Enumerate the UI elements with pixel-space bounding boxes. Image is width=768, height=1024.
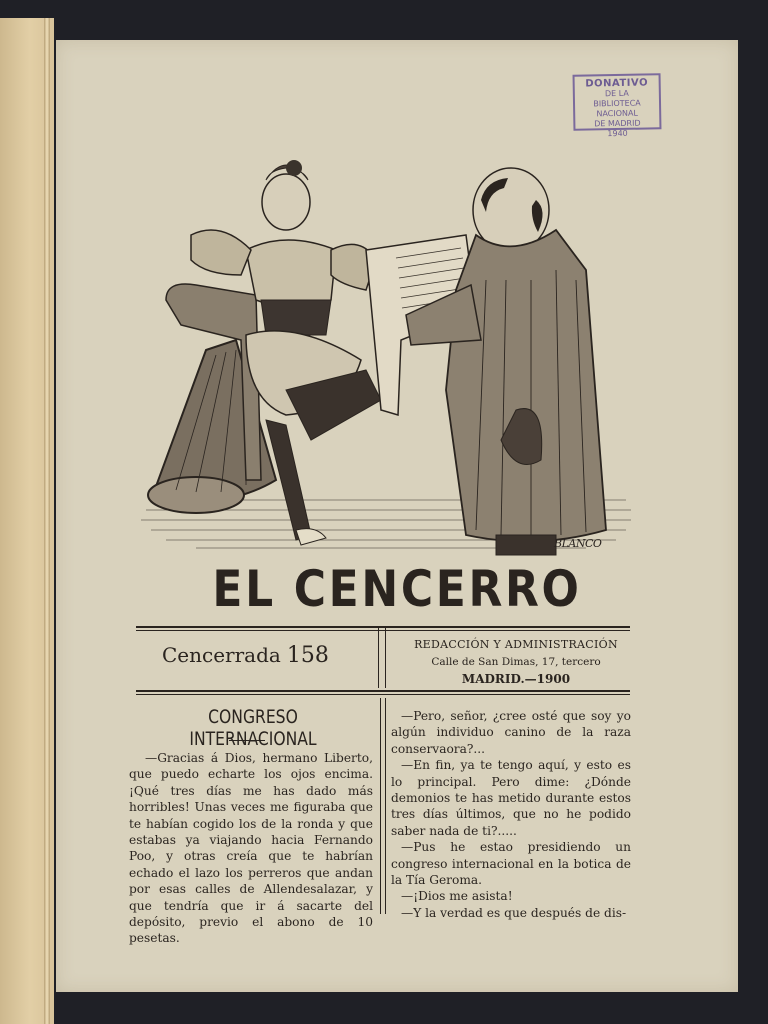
- article-paragraph: —En fin, ya te tengo aquí, y esto es lo principal. Pero dime: ¿Dónde demonios te has metido durante estos tres días últimos, que no he podido saber nada de ti?.....: [391, 758, 631, 838]
- article-column-divider: [380, 698, 386, 914]
- administration-block: [401, 638, 631, 686]
- header-column-divider: [378, 628, 386, 688]
- article-paragraph: —Y la verdad es que después de dis-: [401, 905, 627, 920]
- stamp-line: DONATIVO: [585, 77, 649, 90]
- title-separator: [229, 740, 265, 741]
- admin-address: Calle de San Dimas, 17, tercero: [431, 656, 601, 668]
- binding-edge: [44, 18, 50, 1024]
- admin-heading: REDACCIÓN Y ADMINISTRACIÓN: [414, 638, 618, 651]
- article-paragraph: —¡Dios me asista!: [401, 889, 513, 904]
- issue-number: 158: [286, 643, 329, 668]
- stamp-line: 1940: [607, 128, 628, 139]
- header-rule-bottom-thin: [136, 694, 630, 695]
- article-right-column: [391, 708, 631, 921]
- issue-label: [162, 643, 329, 668]
- engraved-illustration: [136, 140, 636, 570]
- stamp-line: DE MADRID: [594, 118, 641, 129]
- admin-place-date: MADRID.—1900: [461, 672, 571, 686]
- newspaper-page: [56, 40, 738, 992]
- article-paragraph: —Pus he estao presidiendo un congreso internacional en la botica de la Tía Geroma.: [391, 840, 631, 888]
- article-paragraph: —Pero, señor, ¿cree osté que soy yo algún individuo canino de la raza conservaora?...: [391, 709, 631, 756]
- artist-signature: BLANCO: [554, 537, 602, 550]
- stamp-line: DE LA: [604, 88, 629, 99]
- newspaper-masthead: EL CENCERRO: [212, 560, 582, 618]
- stamp-line: BIBLIOTECA NACIONAL: [593, 98, 641, 119]
- article-title: CONGRESO INTERNACIONAL: [189, 706, 317, 750]
- issue-label-text: Cencerrada: [162, 643, 281, 667]
- library-stamp: [573, 73, 662, 139]
- header-rule-bottom: [136, 690, 630, 692]
- article-left-column: —Gracias á Dios, hermano Liberto, que puedo echarte los ojos encima. ¡Qué tres días me has dado más horribles! Unas veces me figuraba que te habían cogido los de la ronda y que estabas ya viajando hacia Fernando Poo, y otras creía que te habrían echado el lazo los perreros que andan por esas calles de Allendesalazar, y que tendría que ir á sacarte del depósito, previo el abono de 10 pesetas.: [129, 751, 373, 946]
